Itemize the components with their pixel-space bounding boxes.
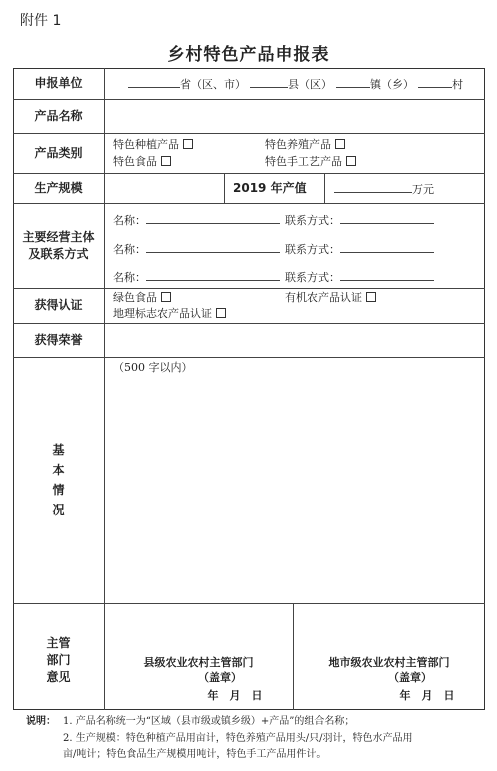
county-field[interactable]	[250, 76, 288, 88]
province-label: 省（区、市）	[180, 78, 246, 91]
scale-divider	[224, 173, 225, 203]
town-field[interactable]	[336, 76, 370, 88]
cert-option-geo-indication[interactable]: 地理标志农产品认证	[113, 307, 226, 321]
scale-field[interactable]	[105, 174, 223, 202]
operator-name-3[interactable]: 名称：	[113, 269, 280, 285]
county-seal-label: （盖章）	[198, 671, 242, 684]
county-dept-label: 县级农业农村主管部门	[143, 656, 254, 669]
operator-name-1[interactable]: 名称：	[113, 212, 280, 228]
applicant-label: 申报单位	[34, 76, 83, 90]
product-category-label: 产品类别	[34, 145, 83, 160]
checkbox[interactable]	[161, 292, 171, 302]
note-line-1: 1. 产品名称统一为“区域（县市级或镇乡级）+产品”的组合名称；	[63, 716, 355, 727]
scale-divider	[324, 173, 325, 203]
operators-label: 主要经营主体 及联系方式	[22, 229, 95, 261]
checkbox[interactable]	[335, 139, 345, 149]
province-field[interactable]	[128, 76, 180, 88]
checkbox[interactable]	[366, 292, 376, 302]
scale-label: 生产规模	[34, 180, 83, 195]
cert-option-organic[interactable]: 有机农产品认证	[285, 291, 376, 305]
county-date-label: 年 月 日	[207, 689, 263, 702]
form-title: 乡村特色产品申报表	[167, 45, 330, 65]
basic-info-field[interactable]	[105, 378, 484, 602]
output-value-field[interactable]	[334, 181, 434, 197]
operator-contact-1[interactable]: 联系方式：	[285, 212, 434, 228]
notes-label: 说明：	[26, 716, 56, 727]
operator-contact-2[interactable]: 联系方式：	[285, 241, 434, 257]
checkbox[interactable]	[161, 156, 171, 166]
town-label: 镇（乡）	[370, 78, 414, 91]
cert-option-green-food[interactable]: 绿色食品	[113, 291, 171, 305]
unit-label: 万元	[412, 183, 434, 196]
product-name-label: 产品名称	[34, 108, 83, 123]
category-option-planting[interactable]: 特色种植产品	[113, 138, 193, 152]
city-date-label: 年 月 日	[399, 689, 455, 702]
checkbox[interactable]	[183, 139, 193, 149]
note-line-2: 2. 生产规模：特色种植产品用亩计，特色养殖产品用头/只/羽计，特色水产品用	[63, 733, 413, 744]
city-dept-label: 地市级农业农村主管部门	[328, 656, 450, 669]
county-label: 县（区）	[288, 78, 332, 91]
operator-contact-3[interactable]: 联系方式：	[285, 269, 434, 285]
checkbox[interactable]	[216, 308, 226, 318]
honors-label: 获得荣誉	[34, 332, 83, 347]
village-label: 村	[452, 78, 463, 91]
honors-field[interactable]	[105, 324, 484, 356]
category-option-breeding[interactable]: 特色养殖产品	[265, 138, 345, 152]
city-seal-label: （盖章）	[388, 671, 432, 684]
operator-name-2[interactable]: 名称：	[113, 241, 280, 257]
authority-label: 主管 部门 意见	[46, 636, 71, 684]
category-option-handicraft[interactable]: 特色手工艺产品	[265, 155, 356, 169]
certification-label: 获得认证	[34, 298, 83, 312]
attachment-label: 附件 1	[20, 13, 62, 29]
basic-info-hint: （500 字以内）	[113, 361, 193, 374]
basic-info-label: 基 本 情 况	[52, 443, 65, 517]
checkbox[interactable]	[346, 156, 356, 166]
category-option-food[interactable]: 特色食品	[113, 155, 171, 169]
product-name-field[interactable]	[105, 100, 484, 132]
applicant-address	[128, 76, 463, 92]
output-value-label: 2019 年产值	[233, 181, 307, 195]
village-field[interactable]	[418, 76, 452, 88]
note-line-3: 亩/吨计；特色食品生产规模用吨计，特色手工产品用件计。	[63, 749, 327, 760]
